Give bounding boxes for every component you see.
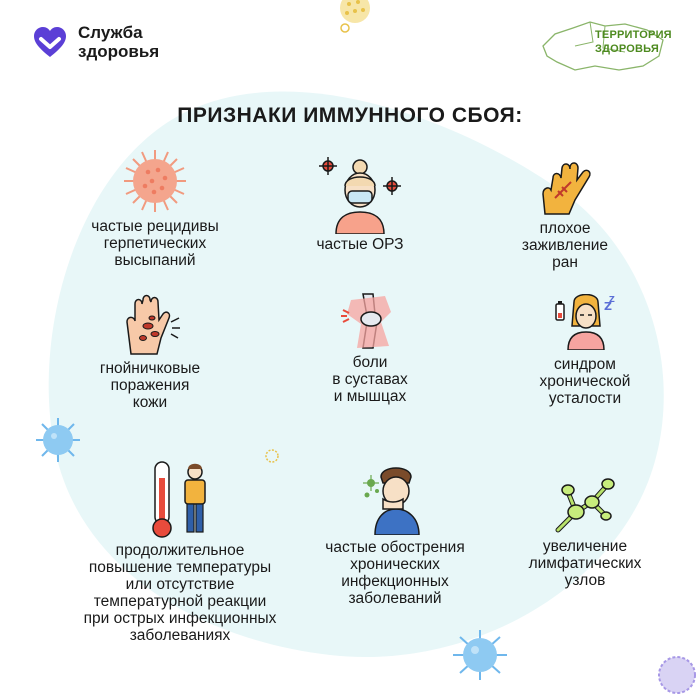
- symptom-label: плохое заживление ран: [521, 220, 609, 271]
- logo-line-1: Служба: [78, 23, 143, 42]
- thermometer-man-icon: [147, 460, 213, 538]
- partner-line-1: ТЕРРИТОРИЯ: [595, 29, 672, 41]
- partner-logo[interactable]: [535, 16, 670, 76]
- logo-line-2: здоровья: [78, 42, 160, 61]
- sick-woman-mask-icon: [318, 152, 402, 234]
- heart-logo-icon: [30, 22, 70, 62]
- svg-text:Z: Z: [609, 295, 615, 304]
- symptom-label: гнойничковые поражения кожи: [99, 360, 201, 411]
- symptom-item-skin: [65, 292, 235, 411]
- symptom-label: частые ОРЗ: [316, 236, 404, 253]
- service-logo[interactable]: [30, 22, 159, 62]
- symptom-item-herpes: [55, 148, 255, 269]
- symptom-label: боли в суставах и мышцах: [332, 354, 408, 405]
- symptom-item-wounds: [490, 158, 640, 271]
- joint-pain-icon: [339, 292, 401, 350]
- page-title: ПРИЗНАКИ ИММУННОГО СБОЯ:: [177, 104, 523, 127]
- symptom-item-chronic: [295, 465, 495, 607]
- symptom-item-ari: [285, 152, 435, 253]
- symptom-label: синдром хронической усталости: [539, 356, 631, 407]
- service-logo-text: [78, 23, 159, 61]
- symptom-label: продолжительное повышение температуры или отсутствие температурной реакции при острых инфекционных заболеваниях: [83, 542, 277, 644]
- wounded-hand-icon: [535, 158, 595, 218]
- partner-logo-text: [595, 28, 672, 56]
- coughing-man-icon: [363, 465, 427, 535]
- symptom-label: частые обострения хронических инфекционных заболеваний: [325, 539, 465, 607]
- lymph-nodes-icon: [552, 472, 618, 534]
- symptom-label: увеличение лимфатических узлов: [528, 538, 642, 589]
- symptom-item-fatigue: [510, 294, 660, 407]
- symptom-label: частые рецидивы герпетических высыпаний: [91, 218, 219, 269]
- virus-decoration-corner-icon: [652, 650, 700, 700]
- skin-lesion-hand-icon: [117, 292, 183, 356]
- symptom-item-temperature: [55, 460, 305, 644]
- tired-woman-icon: [554, 294, 616, 350]
- symptom-item-lymph: [490, 472, 680, 589]
- symptom-item-joints: [300, 292, 440, 405]
- virus-decoration-top-icon: [325, 0, 385, 37]
- virus-decoration-bottom-icon: [445, 625, 515, 685]
- herpes-virus-icon: [122, 148, 188, 214]
- svg-text:Z: Z: [604, 300, 612, 313]
- partner-line-2: ЗДОРОВЬЯ: [595, 43, 659, 55]
